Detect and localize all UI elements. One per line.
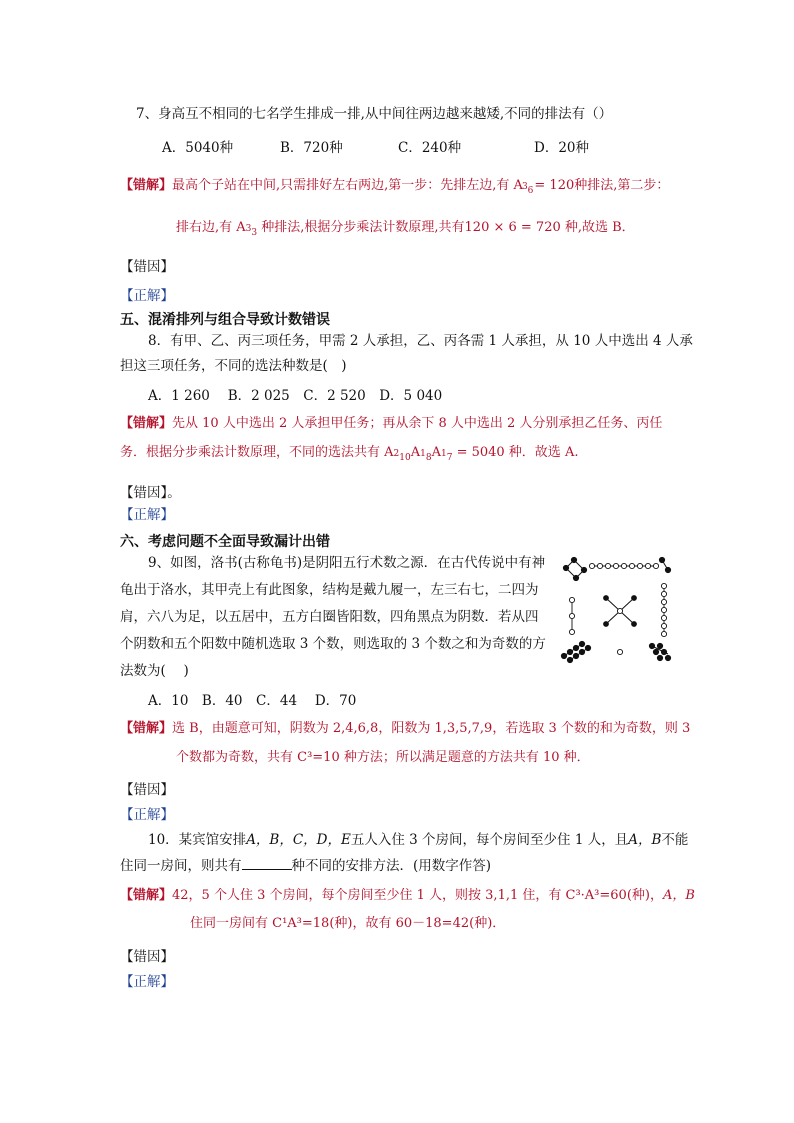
q7-option-d: D．20种 bbox=[534, 140, 590, 156]
q8-stem-line1: 8．有甲、乙、丙三项任务，甲需 2 人承担，乙、丙各需 1 人承担，从 10 人中选出 4 人承 bbox=[148, 333, 693, 349]
luoshu-figure bbox=[560, 556, 680, 668]
q10-cause-label: 【错因】 bbox=[120, 949, 174, 965]
q9-options: A．10 B．40 C．44 D．70 bbox=[148, 693, 357, 709]
q10-wrong-solution-line1: 【错解】42，5 个人住 3 个房间，每个房间至少住 1 人，则按 3,1,1 住，有 C³·A³=60(种)，A，B bbox=[120, 888, 695, 903]
q10-stem-line2: 住同一房间，则共有 种不同的安排方法．(用数字作答) bbox=[120, 858, 492, 874]
q7-cause-label: 【错因】 bbox=[120, 259, 174, 275]
q9-stem-line4: 个阴数和五个阳数中随机选取 3 个数，则选取的 3 个数之和为奇数的方 bbox=[120, 636, 546, 652]
answer-blank[interactable] bbox=[242, 857, 292, 870]
wrong-label: 【错解】 bbox=[120, 888, 173, 903]
q10-stem-line1: 10．某宾馆安排A，B，C，D，E五人入住 3 个房间，每个房间至少住 1 人，且A，B不能 bbox=[148, 832, 689, 848]
q8-wrong-solution-line1: 【错解】先从 10 人中选出 2 人承担甲任务；再从余下 8 人中选出 2 人分别承担乙任务、丙任 bbox=[120, 416, 663, 431]
q9-stem-line1: 9、如图，洛书(古称龟书)是阴阳五行术数之源．在古代传说中有神 bbox=[148, 555, 546, 571]
q7-correct-label: 【正解】 bbox=[120, 288, 174, 304]
wrong-label: 【错解】 bbox=[120, 178, 173, 193]
wrong-label: 【错解】 bbox=[120, 416, 173, 431]
q8-wrong-solution-line2: 务．根据分步乘法计数原理，不同的选法共有 $A_{^210}A_{^18}A_{^17} = 5040$ 种．故选 A. bbox=[120, 445, 579, 463]
q7-wrong-solution-line1: 【错解】最高个子站在中间,只需排好左右两边,第一步：先排左边,有 $A_{^36}= 120$种排法,第二步： bbox=[120, 178, 670, 196]
q8-correct-label: 【正解】 bbox=[120, 507, 174, 523]
q9-wrong-solution-line1: 【错解】选 B，由题意可知，阴数为 2,4,6,8，阳数为 1,3,5,7,9，若选取 3 个数的和为奇数，则 3 bbox=[120, 721, 691, 736]
q8-options: A．1 260 B．2 025 C．2 520 D．5 040 bbox=[148, 388, 443, 404]
q8-stem-line2: 担这三项任务，不同的选法种数是( ) bbox=[120, 358, 347, 374]
q9-stem-line5: 法数为( ) bbox=[120, 663, 189, 679]
section-6-title: 六、考虑问题不全面导致漏计出错 bbox=[120, 534, 330, 550]
section-5-title: 五、混淆排列与组合导致计数错误 bbox=[120, 312, 330, 328]
q9-cause-label: 【错因】 bbox=[120, 782, 174, 798]
q10-correct-label: 【正解】 bbox=[120, 974, 174, 990]
q9-correct-label: 【正解】 bbox=[120, 807, 174, 823]
q7-wrong-solution-line2: 排右边,有 $A_{^33}$ 种排法,根据分步乘法计数原理,共有120 × 6 = 720 种,故选 B． bbox=[176, 220, 635, 238]
wrong-label: 【错解】 bbox=[120, 721, 173, 736]
q9-stem-line3: 肩，六八为足，以五居中，五方白圈皆阳数，四角黑点为阴数．若从四 bbox=[120, 609, 539, 625]
q7-stem: 7、身高互不相同的七名学生排成一排,从中间往两边越来越矮,不同的排法有（） bbox=[136, 106, 613, 122]
q7-option-b: B．720种 bbox=[280, 140, 343, 156]
q9-stem-line2: 龟出于洛水，其甲壳上有此图象，结构是戴九履一，左三右七，二四为 bbox=[120, 582, 539, 598]
q10-wrong-solution-line2: 住同一房间有 C¹A³=18(种)，故有 60－18=42(种)． bbox=[190, 916, 506, 931]
q7-option-a: A．5040种 bbox=[162, 140, 234, 156]
q8-cause-label: 【错因】。 bbox=[120, 485, 181, 501]
q9-wrong-solution-line2: 个数都为奇数，共有 C³=10 种方法；所以满足题意的方法共有 10 种． bbox=[176, 750, 590, 765]
q7-option-c: C．240种 bbox=[398, 140, 462, 156]
